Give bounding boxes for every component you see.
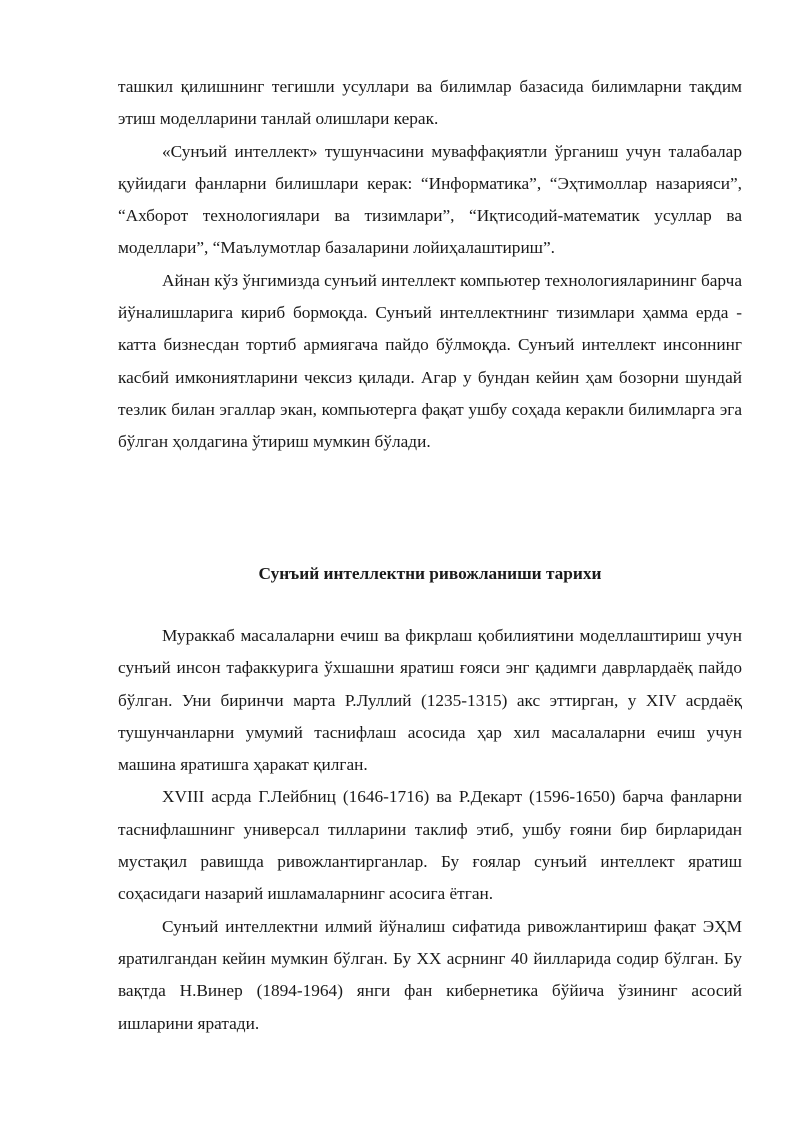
paragraph-history-wiener: Сунъий интеллектни илмий йўналиш сифатида ривожлантириш фақат ЭҲМ яратилгандан кейин мумкин бўлган. Бу XX асрнинг 40 йилларида содир бўлган. Бу вақтда Н.Винер (1894-1964) янги фан кибернетика бўйича ўзининг асосий ишларини яратади. [118, 916, 742, 1033]
paragraph-prerequisites: «Сунъий интеллект» тушунчасини муваффақиятли ўрганиш учун талабалар қуйидаги фанларни билишлари керак: “Информатика”, “Эҳтимоллар назарияси”, “Ахборот технологиялари ва тизимлари”, “Иқтисодий-математик усуллар ва моделлари”, “Маълумотлар базаларини лойиҳалаштириш”. [118, 141, 742, 258]
paragraph-history-llull: Мураккаб масалаларни ечиш ва фикрлаш қобилиятини моделлаштириш учун сунъий инсон тафаккурига ўхшашни яратиш ғояси энг қадимги даврлардаёқ пайдо бўлган. Уни биринчи марта Р.Луллий (1235-1315) акс эттирган, у XIV асрдаёқ тушунчанларни умумий таснифлаш асосида ҳар хил масалаларни ечиш учун машина яратишга ҳаракат қилган. [118, 626, 742, 775]
section-heading: Сунъий интеллектни ривожланиши тарихи [258, 564, 602, 583]
text-block-bottom [118, 620, 742, 1040]
text-block-top [118, 71, 742, 459]
paragraph-ai-spread: Айнан кўз ўнгимизда сунъий интеллект компьютер технологияларининг барча йўналишларига кириб бормоқда. Сунъий интеллектнинг тизимлари ҳамма ерда - катта бизнесдан тортиб армиягача пайдо бўлмоқда. Сунъий интеллект инсоннинг касбий имкониятларини чексиз қилади. Агар у бундан кейин ҳам бозорни шундай тезлик билан эгаллар экан, компьютерга фақат ушбу соҳада керакли билимларга эга бўлган ҳолдагина ўтириш мумкин бўлади. [118, 270, 742, 452]
paragraph-history-leibniz: XVIII асрда Г.Лейбниц (1646-1716) ва Р.Декарт (1596-1650) барча фанларни таснифлашнинг универсал тилларини таклиф этиб, ушбу ғояни бир бирларидан мустақил равишда ривожлантирганлар. Бу ғоялар сунъий интеллект яратиш соҳасидаги назарий ишламаларнинг асосига ётган. [118, 787, 742, 904]
paragraph-continuation: ташкил қилишнинг тегишли усуллари ва билимлар базасида билимларни тақдим этиш моделларини танлай олишлари керак. [118, 77, 742, 129]
